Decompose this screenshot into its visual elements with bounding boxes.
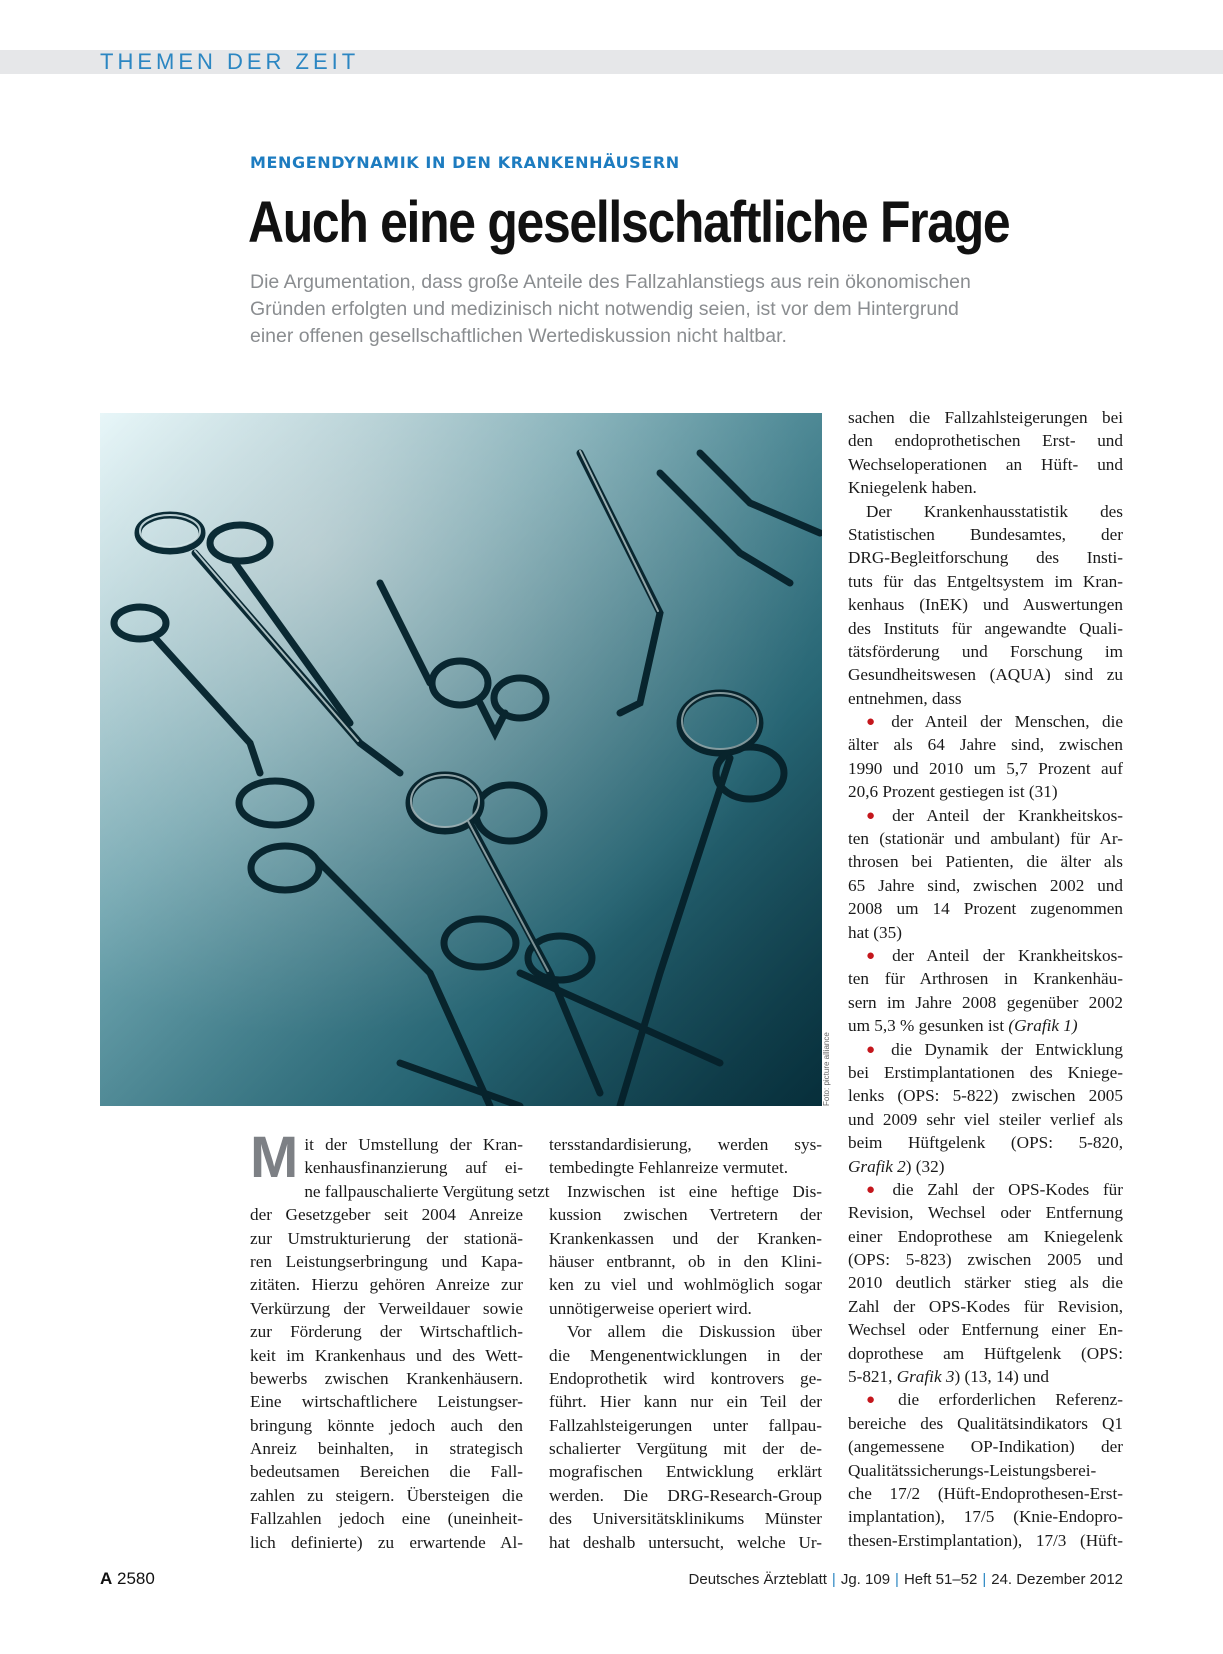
body-line: ten für Arthrosen in Krankenhäu- <box>848 969 1123 989</box>
article-column-1 <box>250 1125 550 1554</box>
body-line: und 2009 sehr viel steiler verlief als <box>848 1109 1123 1129</box>
intro-line: Die Argumentation, dass große Anteile des Fallzahlanstiegs aus rein ökonomischen <box>250 271 971 293</box>
body-line: kenhausfinanzierung auf ei- <box>304 1158 523 1178</box>
article-kicker: MENGENDYNAMIK IN DEN KRANKENHÄUSERN <box>250 153 680 172</box>
bullet-icon: ● <box>866 947 885 964</box>
photo-credit: Foto: picture alliance <box>822 1032 831 1106</box>
bullet-line: ● der Anteil der Menschen, die <box>866 712 1123 732</box>
body-line: kussion zwischen Vertretern der <box>549 1205 822 1225</box>
body-line: um 5,3 % gesunken ist (Grafik 1) <box>848 1016 1078 1036</box>
figure-reference: Grafik 2 <box>848 1156 906 1176</box>
bullet-line: ● der Anteil der Krankheitskos- <box>866 805 1123 825</box>
body-line: 20,6 Prozent gestiegen ist (31) <box>848 782 1058 802</box>
body-line: bereiche des Qualitätsindikators Q1 <box>848 1413 1123 1433</box>
bullet-line: ● die erforderlichen Referenz- <box>866 1390 1124 1410</box>
body-line: unnötigerweise operiert wird. <box>549 1298 752 1318</box>
body-line: den endoprothetischen Erst- und <box>848 431 1123 451</box>
body-line: Gesundheitswesen (AQUA) sind zu <box>848 665 1123 685</box>
body-line: Krankenkassen und der Kranken- <box>549 1228 822 1248</box>
body-line: bringung könnte jedoch auch den <box>250 1415 523 1435</box>
body-line: zur Umstrukturierung der stationä- <box>250 1228 523 1248</box>
figure-reference: (Grafik 1) <box>1008 1016 1078 1036</box>
body-line: sern im Jahre 2008 gegenüber 2002 <box>848 992 1123 1012</box>
body-line: tersstandardisierung, werden sys- <box>549 1135 822 1154</box>
body-line: häuser entbrannt, ob in den Klini- <box>549 1251 822 1271</box>
body-line: Vor allem die Diskussion über <box>567 1322 822 1342</box>
body-line: ken zu viel und wohlmöglich sogar <box>549 1275 822 1295</box>
issue-date: 24. Dezember 2012 <box>991 1571 1123 1588</box>
body-line: doprothese am Hüftgelenk (OPS: <box>848 1343 1123 1363</box>
page-number-value: 2580 <box>117 1569 155 1588</box>
body-line: einer Endoprothese am Kniegelenk <box>848 1226 1123 1246</box>
separator: | <box>831 1571 836 1588</box>
page-prefix: A <box>100 1569 113 1588</box>
body-line: tuts für das Entgeltsystem im Kran- <box>848 571 1123 591</box>
body-line: Grafik 2) (32) <box>848 1156 945 1176</box>
body-line: Revision, Wechsel oder Entfernung <box>848 1203 1123 1223</box>
body-line: des Universitätsklinikums Münster <box>549 1509 822 1529</box>
body-line: entnehmen, dass <box>848 688 962 708</box>
body-line: hat deshalb untersucht, welche Ur- <box>549 1532 822 1552</box>
figure-reference: Grafik 3 <box>896 1367 955 1387</box>
body-line: zur Förderung der Wirtschaftlich- <box>250 1322 523 1342</box>
body-line: che 17/2 (Hüft-Endoprothesen-Erst- <box>848 1483 1123 1503</box>
article-intro <box>250 269 1130 350</box>
separator: | <box>895 1571 899 1588</box>
body-line: (angemessene OP-Indikation) der <box>848 1437 1123 1457</box>
publication-info <box>689 1571 1123 1588</box>
intro-line: Gründen erfolgten und medizinisch nicht notwendig seien, ist vor dem Hintergrund <box>250 298 959 320</box>
bullet-icon: ● <box>866 1181 885 1198</box>
body-line: ne fallpauschalierte Vergütung setzt <box>304 1181 550 1201</box>
body-line: Qualitätssicherungs-Leistungsberei- <box>848 1460 1097 1480</box>
body-line: 2010 deutlich stärker stieg als die <box>848 1273 1123 1293</box>
body-line: bewerbs zwischen Krankenhäusern. <box>250 1368 523 1388</box>
bullet-icon: ● <box>866 1041 884 1058</box>
bullet-icon: ● <box>866 807 885 824</box>
surgical-instruments-illustration <box>100 413 822 1106</box>
bullet-icon: ● <box>866 714 884 731</box>
body-line: ten (stationär und ambulant) für Ar- <box>848 829 1123 849</box>
body-line: lich definierte) zu erwartende Al- <box>250 1532 523 1552</box>
body-line: schalierter Vergütung mit der de- <box>549 1439 822 1459</box>
body-line: ren Leistungserbringung und Kapa- <box>250 1251 523 1271</box>
body-line: zitäten. Hierzu gehören Anreize zur <box>250 1275 523 1295</box>
body-line: werden. Die DRG-Research-Group <box>549 1485 822 1505</box>
intro-line: einer offenen gesellschaftlichen Wertediskussion nicht haltbar. <box>250 325 787 347</box>
journal-name: Deutsches Ärzteblatt <box>688 1571 827 1588</box>
body-line: tätsförderung und Forschung im <box>848 641 1123 661</box>
body-line: it der Umstellung der Kran- <box>304 1135 523 1154</box>
bullet-line: ● die Zahl der OPS-Kodes für <box>866 1179 1123 1199</box>
body-line: kenhaus (InEK) und Auswertungen <box>848 595 1123 615</box>
separator: | <box>982 1571 987 1588</box>
section-title: THEMEN DER ZEIT <box>100 49 360 74</box>
surgical-instruments-photo <box>100 413 822 1106</box>
body-line: Fallzahlen jedoch eine (uneinheit- <box>250 1509 523 1529</box>
body-line: DRG-Begleitforschung des Insti- <box>848 548 1123 568</box>
article-headline: Auch eine gesellschaftliche Frage <box>248 190 1010 255</box>
body-line: bedeutsamen Bereichen die Fall- <box>250 1462 523 1482</box>
body-line: älter als 64 Jahre sind, zwischen <box>848 735 1123 755</box>
body-line: sachen die Fallzahlsteigerungen bei <box>848 408 1123 427</box>
body-line: Der Krankenhausstatistik des <box>866 501 1123 521</box>
journal-volume: Jg. 109 <box>840 1571 891 1588</box>
body-line: beim Hüftgelenk (OPS: 5-820, <box>848 1133 1123 1153</box>
body-line: 5-821, Grafik 3) (13, 14) und <box>848 1367 1049 1387</box>
body-line: Zahl der OPS-Kodes für Revision, <box>848 1296 1123 1316</box>
body-line: Endoprothetik wird kontrovers ge- <box>549 1368 822 1388</box>
body-line: (OPS: 5-823) zwischen 2005 und <box>848 1250 1123 1270</box>
body-line: lenks (OPS: 5-822) zwischen 2005 <box>848 1086 1123 1106</box>
body-line: führt. Hier kann nur ein Teil der <box>549 1392 822 1412</box>
body-line: 65 Jahre sind, zwischen 2002 und <box>848 875 1123 895</box>
article-column-2 <box>549 1133 822 1554</box>
article-column-3 <box>848 406 1123 1552</box>
body-line: Wechsel oder Entfernung einer En- <box>848 1320 1123 1340</box>
body-line: mografischen Entwicklung erklärt <box>549 1462 822 1482</box>
body-line: throsen bei Patienten, die älter als <box>848 852 1123 872</box>
body-line: des Instituts für angewandte Quali- <box>848 618 1123 638</box>
body-line: thesen-Erstimplantation), 17/3 (Hüft- <box>848 1530 1123 1550</box>
bullet-line: ● der Anteil der Krankheitskos- <box>866 945 1123 965</box>
bullet-line: ● die Dynamik der Entwicklung <box>866 1039 1123 1059</box>
body-line: Fallzahlsteigerungen unter fallpau- <box>549 1415 822 1435</box>
body-line: keit im Krankenhaus und des Wett- <box>250 1345 523 1365</box>
body-line: der Gesetzgeber seit 2004 Anreize <box>250 1205 523 1225</box>
body-line: zahlen zu steigern. Übersteigen die <box>250 1485 523 1505</box>
body-line: Inzwischen ist eine heftige Dis- <box>567 1181 822 1201</box>
body-line: 2008 um 14 Prozent zugenommen <box>848 899 1123 919</box>
page-number <box>100 1569 155 1589</box>
body-line: die Mengenentwicklungen in der <box>549 1345 822 1365</box>
body-line: Statistischen Bundesamtes, der <box>848 524 1123 544</box>
body-line: Verkürzung der Verweildauer sowie <box>250 1298 523 1318</box>
body-line: Eine wirtschaftlichere Leistungser- <box>250 1392 523 1412</box>
body-line: implantation), 17/5 (Knie-Endopro- <box>848 1507 1123 1527</box>
journal-issue: Heft 51–52 <box>903 1571 978 1588</box>
body-line: Kniegelenk haben. <box>848 478 977 498</box>
body-line: tembedingte Fehlanreize vermutet. <box>549 1158 789 1178</box>
body-line: Wechseloperationen an Hüft- und <box>848 454 1123 474</box>
body-line: Anreiz beinhalten, in strategisch <box>250 1439 523 1459</box>
bullet-icon: ● <box>866 1392 891 1409</box>
body-line: 1990 und 2010 um 5,7 Prozent auf <box>848 758 1123 778</box>
body-line: hat (35) <box>848 922 902 942</box>
body-line: bei Erstimplantationen des Kniege- <box>848 1062 1123 1082</box>
drop-cap: M <box>250 1125 299 1190</box>
